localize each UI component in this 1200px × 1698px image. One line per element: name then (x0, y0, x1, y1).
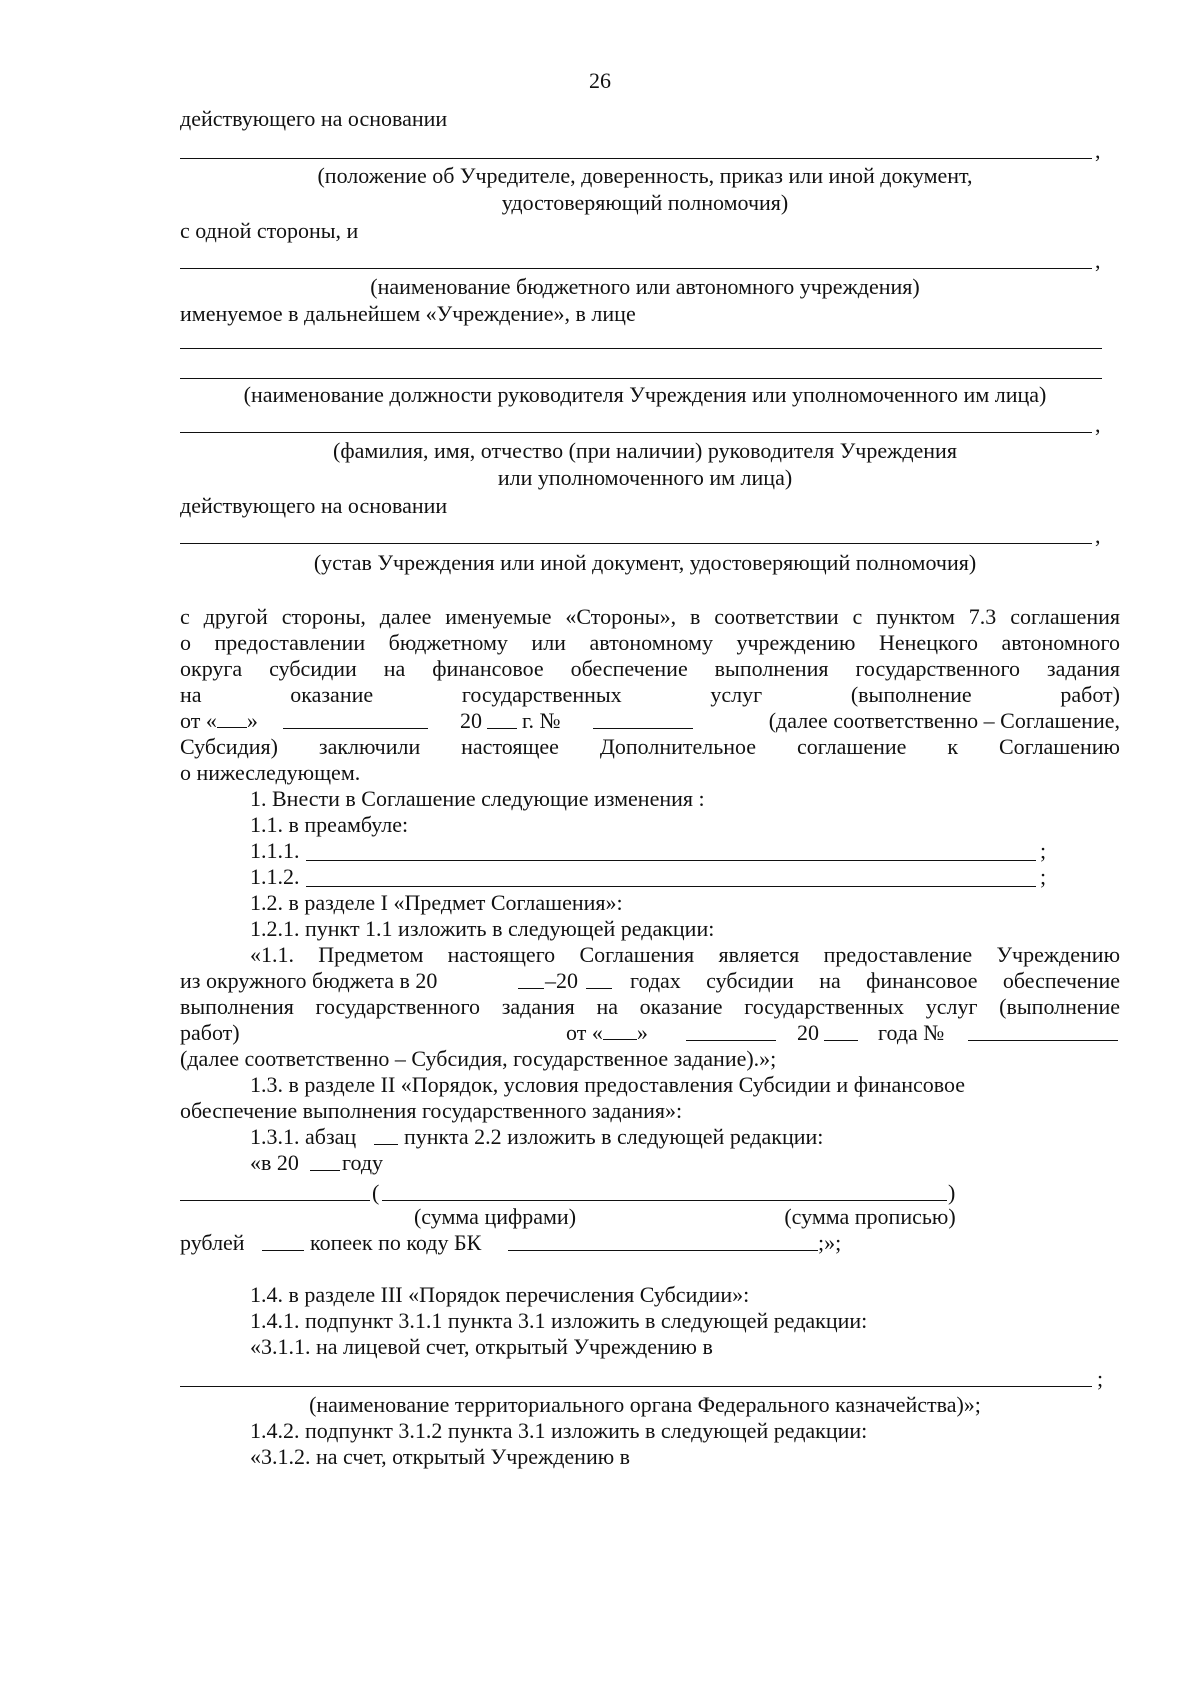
hereinafter-institution: именуемое в дальнейшем «Учреждение», в лице (180, 301, 636, 326)
page-number: 26 (589, 68, 611, 93)
paren-close: ) (948, 1180, 956, 1205)
word: государственных (461, 682, 622, 707)
subject-line-2a: из окружного бюджета в 20 (180, 968, 438, 993)
word: на (180, 682, 202, 707)
year-line-a: «в 20 (250, 1150, 299, 1175)
semicolon: ; (1040, 864, 1047, 889)
basis-document-hint: (положение об Учредителе, доверенность, приказ или иной документ, (317, 163, 973, 188)
fill-line (306, 860, 1036, 861)
agreement-line-5-tail: (далее соответственно – Соглашение, (768, 708, 1120, 733)
rub-tail: ;»; (818, 1230, 842, 1255)
subject-line-2b: –20 (545, 968, 578, 993)
item-1-4-2: 1.4.2. подпункт 3.1.2 пункта 3.1 изложить в следующей редакции: (250, 1418, 868, 1443)
agreement-line-5 (180, 710, 258, 732)
item-1-3: 1.3. в разделе II «Порядок, условия предоставления Субсидии и финансовое (250, 1072, 966, 1097)
text: » (636, 1020, 648, 1045)
blank-year (487, 728, 517, 729)
blank-day (217, 711, 247, 728)
year-line-b: году (342, 1150, 384, 1175)
trailing-comma: , (1095, 523, 1101, 548)
number-label: года № (878, 1020, 945, 1045)
fill-line (180, 268, 1092, 269)
blank-month (686, 1040, 776, 1041)
item-1-3-cont: обеспечение выполнения государственного задания»: (180, 1098, 683, 1123)
blank-day (603, 1023, 637, 1040)
position-hint: (наименование должности руководителя Учреждения или уполномоченного им лица) (243, 382, 1047, 407)
word: (выполнение (850, 682, 972, 707)
blank-paragraph (374, 1144, 398, 1145)
blank-year (824, 1040, 858, 1041)
blank-year (310, 1170, 340, 1171)
fill-line (180, 348, 1102, 349)
agreement-line-7: о нижеследующем. (180, 760, 361, 785)
fill-line (180, 378, 1102, 379)
item-3-1-2: «3.1.2. на счет, открытый Учреждению в (250, 1444, 631, 1469)
trailing-comma: , (1095, 412, 1101, 437)
fio-hint-cont: или уполномоченного им лица) (497, 465, 793, 490)
semicolon: ; (1097, 1366, 1104, 1391)
word: Субсидия) (180, 734, 278, 759)
blank-year (518, 988, 544, 989)
trailing-comma: , (1095, 248, 1101, 273)
subject-line-4b (566, 1022, 648, 1044)
subject-line-2c: годах субсидии на финансовое обеспечение (630, 968, 1120, 993)
subject-line-1: «1.1. Предметом настоящего Соглашения является предоставление Учреждению (250, 942, 1120, 967)
text: от « (566, 1020, 603, 1045)
fill-line (180, 1386, 1092, 1387)
agreement-line-4 (180, 684, 1120, 706)
word: соглашение (797, 734, 907, 759)
word: оказание (290, 682, 374, 707)
blank-bk-code (508, 1250, 818, 1251)
blank-kopecks (262, 1250, 304, 1251)
blank-year (586, 988, 612, 989)
word: настоящее (461, 734, 559, 759)
item-1-1-1: 1.1.1. (250, 838, 300, 863)
basis-document-hint-cont: удостоверяющий полномочия) (501, 190, 789, 215)
semicolon: ; (1040, 838, 1047, 863)
word: Соглашению (998, 734, 1120, 759)
institution-name-hint: (наименование бюджетного или автономного учреждения) (370, 274, 920, 299)
agreement-line-3: округа субсидии на финансовое обеспечение выполнения государственного задания (180, 656, 1120, 681)
fill-line (180, 432, 1092, 433)
word: заключили (318, 734, 421, 759)
item-1: 1. Внести в Соглашение следующие изменения : (250, 786, 705, 811)
item-1-1-2: 1.1.2. (250, 864, 300, 889)
trailing-comma: , (1095, 138, 1101, 163)
fill-line (180, 158, 1092, 159)
text: » (246, 708, 258, 733)
acting-basis-label: действующего на основании (180, 493, 448, 518)
treasury-hint: (наименование территориального органа Федерального казначейства)»; (309, 1392, 981, 1417)
fill-line (306, 886, 1036, 887)
paren-open: ( (372, 1180, 380, 1205)
blank-month (283, 728, 428, 729)
item-1-4: 1.4. в разделе III «Порядок перечисления Субсидии»: (250, 1282, 750, 1307)
word: услуг (710, 682, 763, 707)
word: Дополнительное (599, 734, 757, 759)
item-1-4-1: 1.4.1. подпункт 3.1.1 пункта 3.1 изложить в следующей редакции: (250, 1308, 868, 1333)
blank-number (593, 728, 693, 729)
year-prefix: 20 (460, 708, 482, 733)
item-1-3-1a: 1.3.1. абзац (250, 1124, 357, 1149)
agreement-line-6 (180, 736, 1120, 758)
charter-hint: (устав Учреждения или иной документ, удостоверяющий полномочия) (313, 550, 977, 575)
fio-hint: (фамилия, имя, отчество (при наличии) руководителя Учреждения (333, 438, 957, 463)
sum-digits-hint: (сумма цифрами) (413, 1204, 577, 1229)
item-3-1-1: «3.1.1. на лицевой счет, открытый Учреждению в (250, 1334, 713, 1359)
one-side-label: с одной стороны, и (180, 218, 359, 243)
number-label: г. № (522, 708, 561, 733)
item-1-3-1b: пункта 2.2 изложить в следующей редакции: (404, 1124, 824, 1149)
item-1-2: 1.2. в разделе I «Предмет Соглашения»: (250, 890, 623, 915)
item-1-1: 1.1. в преамбуле: (250, 812, 409, 837)
sum-words-hint: (сумма прописью) (784, 1204, 956, 1229)
item-1-2-1: 1.2.1. пункт 1.1 изложить в следующей редакции: (250, 916, 715, 941)
subject-line-3: выполнения государственного задания на оказание государственных услуг (выполнение (180, 994, 1120, 1019)
agreement-line-2: о предоставлении бюджетному или автономному учреждению Ненецкого автономного (180, 630, 1120, 655)
year-prefix: 20 (797, 1020, 819, 1045)
rubles-label: рублей (180, 1230, 245, 1255)
text: от « (180, 708, 217, 733)
fill-line (180, 543, 1092, 544)
word: к (947, 734, 959, 759)
kopecks-label: копеек по коду БК (310, 1230, 482, 1255)
acting-basis-label: действующего на основании (180, 106, 448, 131)
word: работ) (1060, 682, 1120, 707)
subject-line-5: (далее соответственно – Субсидия, государственное задание).»; (180, 1046, 777, 1071)
subject-line-4a: работ) (180, 1020, 240, 1045)
sum-words-line (382, 1200, 947, 1201)
agreement-line-1: с другой стороны, далее именуемые «Стороны», в соответствии с пунктом 7.3 соглашения (180, 604, 1120, 629)
blank-number (968, 1040, 1118, 1041)
sum-digits-line (180, 1200, 370, 1201)
